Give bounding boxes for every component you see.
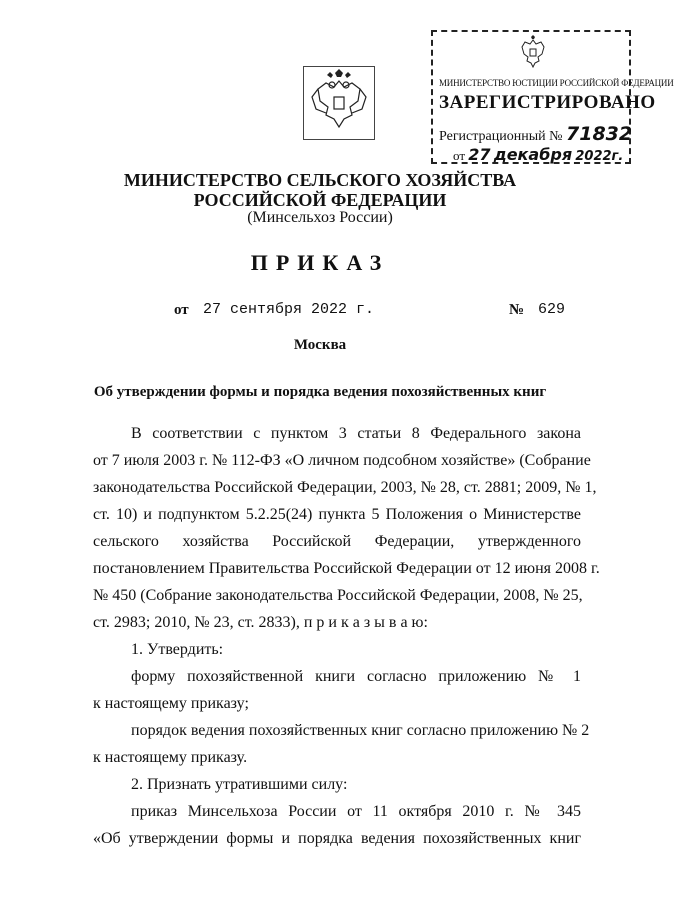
body-line: от 7 июля 2003 г. № 112-ФЗ «О личном подсобном хозяйстве» (Собрание xyxy=(93,452,591,469)
stamp-registration-number xyxy=(439,123,632,145)
body-line: ст. 2983; 2010, № 23, ст. 2833), п р и к а з ы в а ю: xyxy=(93,614,428,631)
stamp-date-day: 27 xyxy=(468,145,491,164)
body-line: порядок ведения похозяйственных книг согласно приложению № 2 xyxy=(131,722,590,739)
order-subject: Об утверждении формы и порядка ведения похозяйственных книг xyxy=(93,384,547,400)
stamp-date xyxy=(453,145,623,164)
body-line: постановлением Правительства Российской Федерации от 12 июня 2008 г. xyxy=(93,560,600,577)
order-date: 27 сентября 2022 г. xyxy=(203,301,375,318)
body-line: 2. Признать утратившими силу: xyxy=(131,776,348,793)
stamp-emblem-icon xyxy=(518,34,548,68)
body-line: к настоящему приказу. xyxy=(93,749,248,766)
body-line: № 450 (Собрание законодательства Российской Федерации, 2008, № 25, xyxy=(93,587,583,604)
order-date-label: от xyxy=(174,302,189,318)
stamp-reg-label: Регистрационный № xyxy=(439,129,563,144)
city: Москва xyxy=(293,337,347,353)
order-title: ПРИКАЗ xyxy=(250,250,390,275)
ministry-name-line1: МИНИСТЕРСТВО СЕЛЬСКОГО ХОЗЯЙСТВА xyxy=(123,170,517,190)
stamp-registered-label: ЗАРЕГИСТРИРОВАНО xyxy=(439,92,656,113)
body-line: ст. 10) и подпунктом 5.2.25(24) пункта 5 Положения о Министерстве xyxy=(93,506,581,523)
stamp-date-prefix: от xyxy=(453,148,466,163)
registration-stamp xyxy=(431,30,674,164)
body-line: 1. Утвердить: xyxy=(131,641,224,658)
stamp-reg-number-value: 71832 xyxy=(566,123,633,145)
order-number-label: № xyxy=(509,302,525,318)
body-line: «Об утверждении формы и порядка ведения похозяйственных книг xyxy=(93,830,581,847)
stamp-organization: МИНИСТЕРСТВО ЮСТИЦИИ РОССИЙСКОЙ ФЕДЕРАЦИИ xyxy=(439,78,674,88)
body-line: форму похозяйственной книги согласно приложению № 1 xyxy=(131,668,581,685)
stamp-date-month: декабря xyxy=(493,145,573,164)
body-line: сельского хозяйства Российской Федерации, утвержденного xyxy=(93,533,581,550)
ministry-name-line2: РОССИЙСКОЙ ФЕДЕРАЦИИ xyxy=(193,190,447,210)
stamp-date-year: 2022г. xyxy=(575,149,624,164)
body-line: законодательства Российской Федерации, 2003, № 28, ст. 2881; 2009, № 1, xyxy=(93,479,597,496)
body-line: В соответствии с пунктом 3 статьи 8 Федерального закона xyxy=(131,425,581,442)
body-line: приказ Минсельхоза России от 11 октября 2010 г. № 345 xyxy=(131,803,581,820)
body-line: к настоящему приказу; xyxy=(93,695,249,712)
ministry-short-name: (Минсельхоз России) xyxy=(247,209,393,226)
order-number: 629 xyxy=(538,301,566,318)
coat-of-arms-emblem xyxy=(303,66,375,140)
